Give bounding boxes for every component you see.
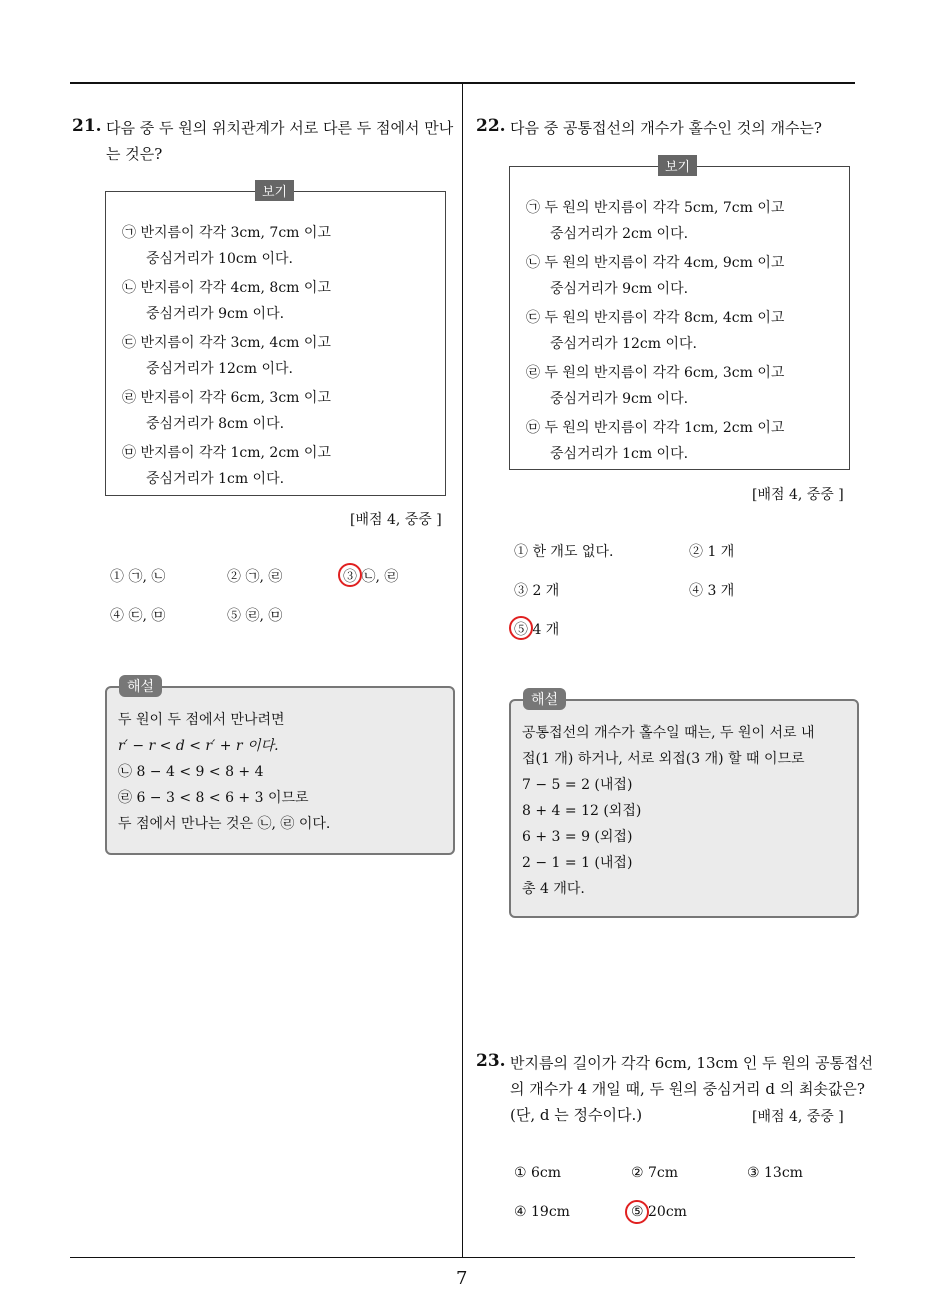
q21-item: 중심거리가 1cm 이다. [146, 471, 285, 487]
q22-choice-4[interactable]: ④ 3 개 [689, 583, 735, 599]
q21-item: ㉠ 반지름이 각각 3cm, 7cm 이고 [122, 225, 331, 241]
q23-choice-5[interactable]: ⑤ 20cm [631, 1204, 687, 1220]
q22-item: ㉠ 두 원의 반지름이 각각 5cm, 7cm 이고 [526, 200, 785, 216]
q22-solution-line: 2 − 1 = 1 (내접) [522, 855, 633, 871]
q22-choice-5[interactable]: ⑤ 4 개 [514, 622, 560, 638]
q21-solution-line: 두 점에서 만나는 것은 ㉡, ㉣ 이다. [118, 816, 331, 832]
q22-solution-label: 해설 [523, 688, 566, 710]
q22-item: 중심거리가 9cm 이다. [550, 281, 689, 297]
q22-item: 중심거리가 1cm 이다. [550, 446, 689, 462]
q22-example-label: 보기 [658, 155, 697, 176]
q21-item: ㉡ 반지름이 각각 4cm, 8cm 이고 [122, 280, 331, 296]
q21-item: 중심거리가 9cm 이다. [146, 306, 285, 322]
q21-solution-label: 해설 [119, 675, 162, 697]
q21-text-line-2: 는 것은? [106, 145, 163, 163]
bottom-rule [70, 1257, 855, 1258]
q22-solution-line: 접(1 개) 하거나, 서로 외접(3 개) 할 때 이므로 [522, 751, 805, 767]
q22-solution-line: 7 − 5 = 2 (내접) [522, 777, 633, 793]
q23-number: 23. [476, 1051, 506, 1071]
q21-solution-line: ㉣ 6 − 3 < 8 < 6 + 3 이므로 [118, 790, 309, 806]
q22-choice-1[interactable]: ① 한 개도 없다. [514, 544, 614, 560]
q21-solution-line: ㉡ 8 − 4 < 9 < 8 + 4 [118, 764, 264, 780]
q21-choice-2[interactable]: ② ㉠, ㉣ [227, 569, 283, 585]
q21-solution-line: r′ − r < d < r′ + r 이다. [118, 738, 279, 754]
q22-item: 중심거리가 9cm 이다. [550, 391, 689, 407]
q23-text-line-2: 의 개수가 4 개일 때, 두 원의 중심거리 d 의 최솟값은? [510, 1080, 865, 1098]
q21-item: ㉤ 반지름이 각각 1cm, 2cm 이고 [122, 445, 331, 461]
page-number: 7 [456, 1268, 468, 1289]
q21-choice-3[interactable]: ③ ㉡, ㉣ [343, 569, 399, 585]
q21-item: 중심거리가 10cm 이다. [146, 251, 293, 267]
q21-choice-4[interactable]: ④ ㉢, ㉤ [110, 608, 166, 624]
q23-answer-mark [625, 1200, 649, 1224]
q22-choice-2[interactable]: ② 1 개 [689, 544, 735, 560]
q21-score: [배점 4, 중중 ] [350, 512, 442, 528]
q23-choice-1[interactable]: ① 6cm [514, 1165, 562, 1181]
q22-solution-line: 공통접선의 개수가 홀수일 때는, 두 원이 서로 내 [522, 725, 815, 741]
q22-item: 중심거리가 2cm 이다. [550, 226, 689, 242]
q23-text-line-3: (단, d 는 정수이다.) [510, 1106, 643, 1124]
q21-choice-5[interactable]: ⑤ ㉣, ㉤ [227, 608, 283, 624]
q23-text-line-1: 반지름의 길이가 각각 6cm, 13cm 인 두 원의 공통접선 [510, 1054, 874, 1072]
q22-answer-mark [509, 616, 533, 640]
q22-item: ㉣ 두 원의 반지름이 각각 6cm, 3cm 이고 [526, 365, 785, 381]
q22-score: [배점 4, 중중 ] [752, 487, 844, 503]
q23-score: [배점 4, 중중 ] [752, 1109, 844, 1125]
q22-choice-3[interactable]: ③ 2 개 [514, 583, 560, 599]
q22-item: ㉤ 두 원의 반지름이 각각 1cm, 2cm 이고 [526, 420, 785, 436]
q21-item: 중심거리가 12cm 이다. [146, 361, 293, 377]
q22-item: ㉢ 두 원의 반지름이 각각 8cm, 4cm 이고 [526, 310, 785, 326]
q21-answer-mark [338, 563, 362, 587]
q21-item: ㉣ 반지름이 각각 6cm, 3cm 이고 [122, 390, 331, 406]
q23-choice-3[interactable]: ③ 13cm [747, 1165, 803, 1181]
q21-example-label: 보기 [255, 180, 294, 201]
q21-item: 중심거리가 8cm 이다. [146, 416, 285, 432]
q23-choice-4[interactable]: ④ 19cm [514, 1204, 570, 1220]
q23-choice-2[interactable]: ② 7cm [631, 1165, 679, 1181]
q21-text-line-1: 다음 중 두 원의 위치관계가 서로 다른 두 점에서 만나 [106, 119, 454, 137]
q22-solution-line: 6 + 3 = 9 (외접) [522, 829, 633, 845]
q22-text-line-1: 다음 중 공통접선의 개수가 홀수인 것의 개수는? [510, 119, 822, 137]
q21-choice-1[interactable]: ① ㉠, ㉡ [110, 569, 166, 585]
q22-item: ㉡ 두 원의 반지름이 각각 4cm, 9cm 이고 [526, 255, 785, 271]
q22-solution-line: 총 4 개다. [522, 881, 585, 897]
q22-number: 22. [476, 116, 506, 136]
q22-item: 중심거리가 12cm 이다. [550, 336, 697, 352]
q22-solution-line: 8 + 4 = 12 (외접) [522, 803, 642, 819]
q21-solution-line: 두 원이 두 점에서 만나려면 [118, 712, 285, 728]
q21-number: 21. [72, 116, 102, 136]
column-divider [462, 83, 463, 1258]
q21-item: ㉢ 반지름이 각각 3cm, 4cm 이고 [122, 335, 331, 351]
